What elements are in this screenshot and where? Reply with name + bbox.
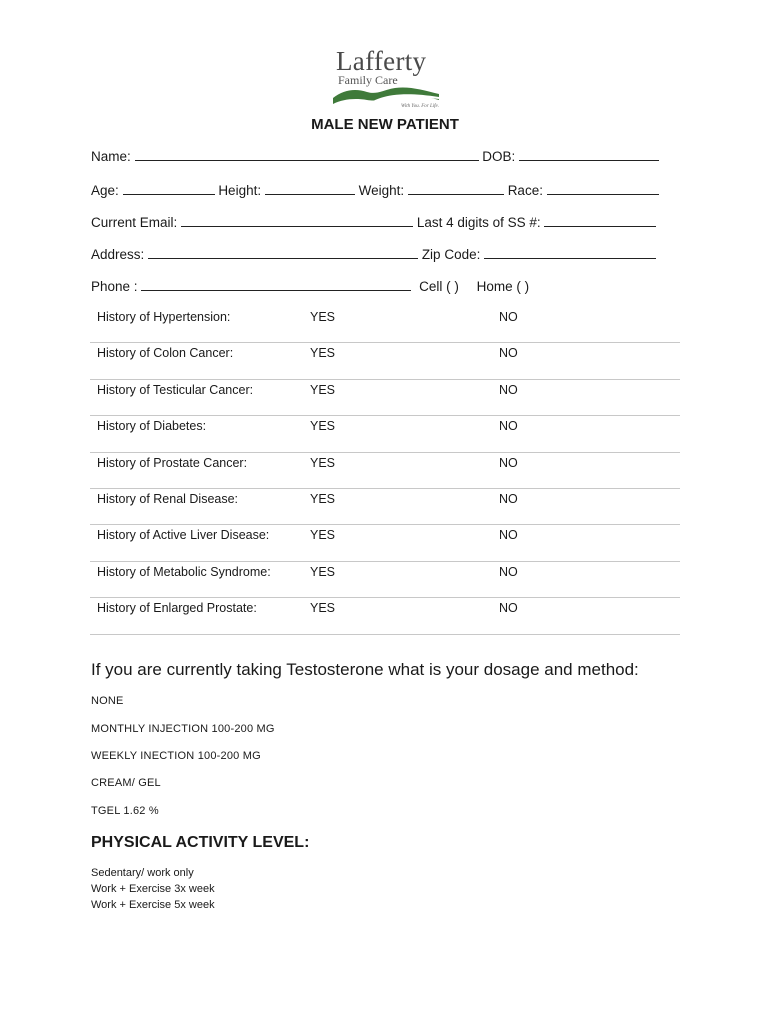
phone-row [91, 278, 529, 295]
no-option[interactable]: NO [499, 601, 518, 616]
history-row [90, 453, 680, 489]
no-option[interactable]: NO [499, 564, 518, 579]
history-question: History of Testicular Cancer: [97, 382, 254, 397]
no-option[interactable]: NO [499, 310, 518, 324]
home-option[interactable]: Home ( ) [476, 279, 530, 294]
zip-field[interactable] [484, 246, 656, 259]
weight-label: Weight: [358, 183, 405, 198]
phone-field[interactable] [141, 278, 411, 291]
zip-label: Zip Code: [421, 247, 481, 262]
history-row [90, 489, 680, 525]
history-row [90, 343, 680, 379]
race-field[interactable] [547, 182, 659, 195]
history-question: History of Renal Disease: [97, 491, 239, 506]
dob-field[interactable] [519, 148, 659, 161]
no-option[interactable]: NO [499, 455, 518, 470]
activity-heading: PHYSICAL ACTIVITY LEVEL: [91, 834, 310, 851]
age-field[interactable] [123, 182, 215, 195]
history-question: History of Diabetes: [97, 419, 207, 434]
activity-option[interactable]: Work + Exercise 3x week [91, 883, 215, 895]
height-field[interactable] [265, 182, 355, 195]
no-option[interactable]: NO [499, 419, 518, 434]
phone-label: Phone : [91, 279, 138, 294]
history-row [90, 416, 680, 452]
address-zip-row [91, 246, 656, 263]
cell-option[interactable]: Cell ( ) [419, 279, 459, 294]
no-option[interactable]: NO [499, 346, 518, 361]
email-label: Current Email: [91, 215, 178, 230]
history-question: History of Hypertension: [97, 310, 231, 324]
ssn-label: Last 4 digits of SS #: [416, 215, 541, 230]
history-question: History of Metabolic Syndrome: [97, 564, 271, 579]
testosterone-option[interactable]: CREAM/ GEL [91, 777, 161, 789]
vitals-row [91, 182, 659, 199]
yes-option[interactable]: YES [310, 419, 336, 434]
history-row [90, 598, 680, 634]
address-field[interactable] [148, 246, 418, 259]
history-row [90, 307, 680, 343]
address-label: Address: [91, 247, 145, 262]
testosterone-option[interactable]: WEEKLY INECTION 100-200 MG [91, 750, 261, 762]
history-row [90, 562, 680, 598]
history-question: History of Active Liver Disease: [97, 528, 270, 543]
no-option[interactable]: NO [499, 528, 518, 543]
height-label: Height: [218, 183, 262, 198]
name-field[interactable] [135, 148, 479, 161]
activity-option[interactable]: Sedentary/ work only [91, 867, 194, 879]
age-label: Age: [91, 183, 119, 198]
history-row [90, 525, 680, 561]
weight-field[interactable] [408, 182, 504, 195]
name-dob-row [91, 148, 659, 165]
testosterone-question: If you are currently taking Testosterone what is your dosage and method: [91, 660, 639, 679]
form-title: MALE NEW PATIENT [311, 116, 459, 133]
name-label: Name: [91, 149, 131, 164]
yes-option[interactable]: YES [310, 491, 336, 506]
race-label: Race: [507, 183, 543, 198]
email-field[interactable] [181, 214, 413, 227]
email-ssn-row [91, 214, 656, 231]
logo-tagline: With You. For Life. [400, 104, 439, 109]
no-option[interactable]: NO [499, 491, 518, 506]
history-question: History of Colon Cancer: [97, 346, 234, 361]
yes-option[interactable]: YES [310, 310, 336, 324]
yes-option[interactable]: YES [310, 382, 336, 397]
dob-label: DOB: [482, 149, 516, 164]
no-option[interactable]: NO [499, 382, 518, 397]
history-table [90, 307, 680, 635]
history-question: History of Prostate Cancer: [97, 455, 248, 470]
logo-name: Lafferty [336, 46, 427, 76]
logo-hills-icon [333, 82, 439, 106]
ssn-field[interactable] [544, 214, 656, 227]
yes-option[interactable]: YES [310, 455, 336, 470]
testosterone-option[interactable]: TGEL 1.62 % [91, 805, 159, 817]
yes-option[interactable]: YES [310, 564, 336, 579]
lafferty-logo [333, 46, 439, 114]
testosterone-option[interactable]: NONE [91, 695, 124, 707]
yes-option[interactable]: YES [310, 346, 336, 361]
history-question: History of Enlarged Prostate: [97, 601, 257, 616]
logo-subtitle: Family Care [338, 73, 398, 87]
yes-option[interactable]: YES [310, 528, 336, 543]
history-row [90, 380, 680, 416]
testosterone-option[interactable]: MONTHLY INJECTION 100-200 MG [91, 723, 275, 735]
activity-option[interactable]: Work + Exercise 5x week [91, 899, 215, 911]
yes-option[interactable]: YES [310, 601, 336, 616]
